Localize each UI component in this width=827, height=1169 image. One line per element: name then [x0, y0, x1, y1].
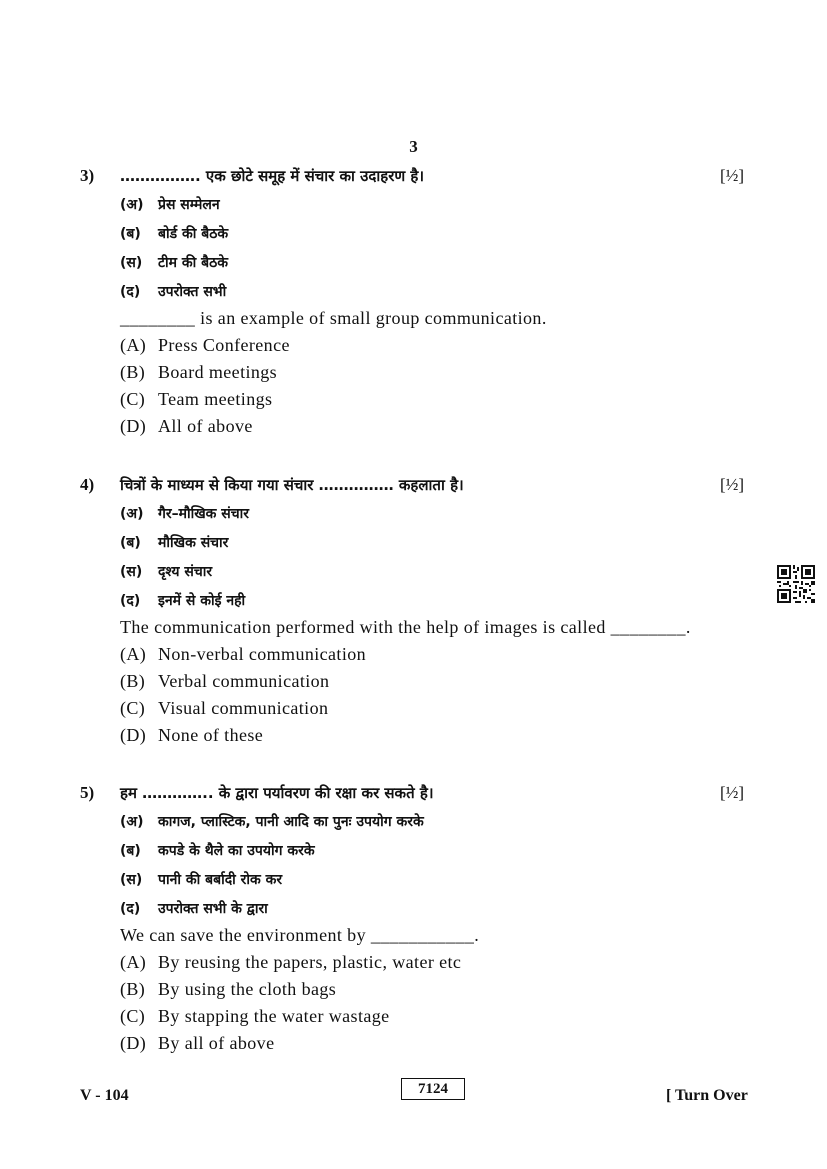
- question-number: 5): [80, 783, 95, 802]
- paper-code: V - 104: [80, 1087, 129, 1104]
- question-text-english: ________ is an example of small group communication.: [120, 308, 547, 328]
- question-marks: [½]: [720, 475, 745, 494]
- option-hindi-b: (ब) बोर्ड की बैठके: [120, 226, 229, 242]
- option-english-d: (D) All of above: [120, 416, 253, 436]
- page-number: 3: [409, 137, 418, 156]
- question-text-hindi: ……………. एक छोटे समूह में संचार का उदाहरण है।: [120, 167, 425, 185]
- question-number: 3): [80, 166, 95, 185]
- option-english-a: (A) By reusing the papers, plastic, water etc: [120, 952, 462, 972]
- option-hindi-a: (अ) प्रेस सम्मेलन: [120, 197, 220, 213]
- option-english-a: (A) Non-verbal communication: [120, 644, 367, 664]
- option-english-b: (B) Board meetings: [120, 362, 278, 382]
- option-hindi-c: (स) दृश्य संचार: [120, 564, 213, 580]
- option-hindi-b: (ब) कपडे के थैले का उपयोग करके: [120, 843, 315, 859]
- option-hindi-b: (ब) मौखिक संचार: [120, 535, 229, 551]
- option-english-c: (C) Visual communication: [120, 698, 329, 718]
- option-hindi-d: (द) उपरोक्त सभी: [120, 284, 227, 300]
- option-english-b: (B) Verbal communication: [120, 671, 330, 691]
- question-text-english: The communication performed with the help of images is called ________.: [120, 617, 691, 637]
- option-english-c: (C) By stapping the water wastage: [120, 1006, 390, 1026]
- option-english-d: (D) By all of above: [120, 1033, 275, 1053]
- option-english-a: (A) Press Conference: [120, 335, 290, 355]
- option-hindi-a: (अ) गैर–मौखिक संचार: [120, 506, 250, 522]
- option-hindi-a: (अ) कागज, प्लास्टिक, पानी आदि का पुनः उपयोग करके: [120, 814, 424, 830]
- option-english-c: (C) Team meetings: [120, 389, 273, 409]
- question-marks: [½]: [720, 166, 745, 185]
- question-marks: [½]: [720, 783, 745, 802]
- question-text-hindi: हम ………….. के द्वारा पर्यावरण की रक्षा कर सकते है।: [120, 784, 434, 802]
- qr-code-icon: [777, 565, 815, 603]
- question-text-english: We can save the environment by ___________.: [120, 925, 480, 945]
- option-english-b: (B) By using the cloth bags: [120, 979, 337, 999]
- option-hindi-d: (द) इनमें से कोई नही: [120, 593, 246, 609]
- option-hindi-c: (स) टीम की बैठके: [120, 255, 229, 271]
- question-text-hindi: चित्रों के माध्यम से किया गया संचार …………… कहलाता है।: [120, 476, 464, 494]
- turn-over-label: [ Turn Over: [666, 1087, 748, 1104]
- option-english-d: (D) None of these: [120, 725, 264, 745]
- page-code-box: 7124: [401, 1078, 465, 1100]
- option-hindi-c: (स) पानी की बर्बादी रोक कर: [120, 872, 283, 888]
- option-hindi-d: (द) उपरोक्त सभी के द्वारा: [120, 901, 268, 917]
- question-number: 4): [80, 475, 95, 494]
